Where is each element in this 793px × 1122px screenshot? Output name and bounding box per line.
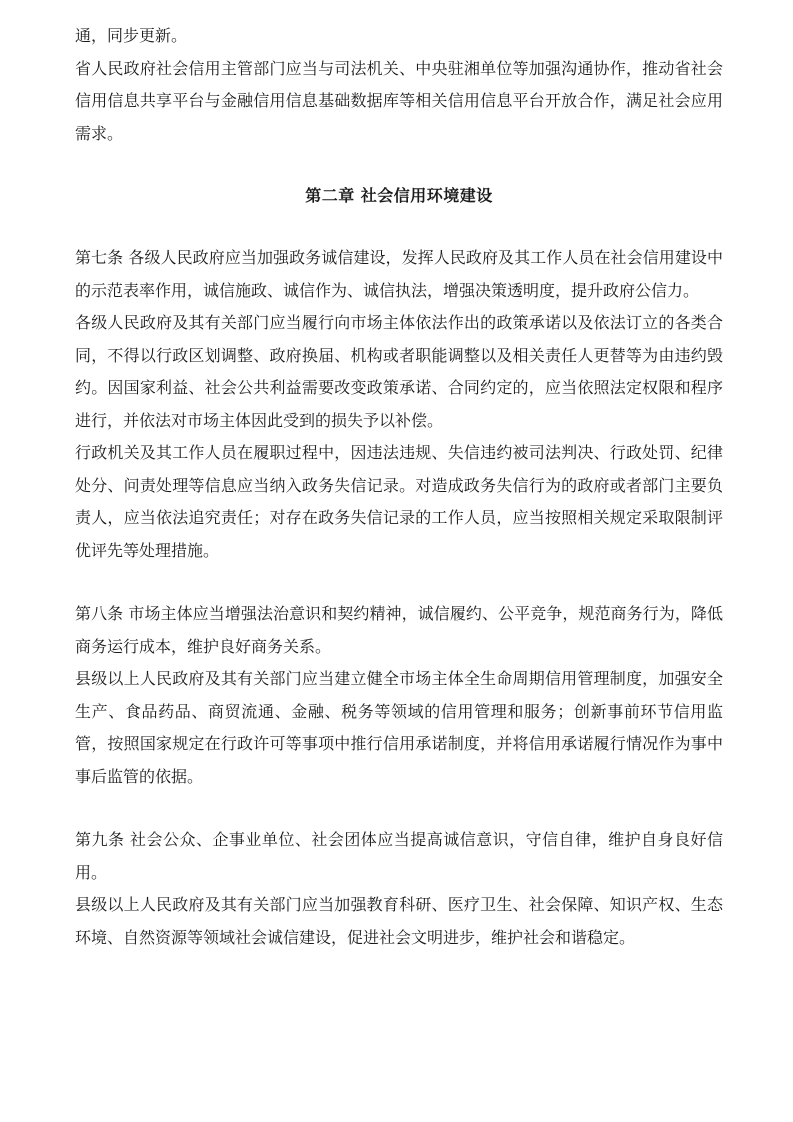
article9-paragraph-1: 第九条 社会公众、企事业单位、社会团体应当提高诚信意识，守信自律，维护自身良好信用。 bbox=[75, 830, 723, 882]
section-gap bbox=[75, 150, 723, 180]
article6-tail-line: 通，同步更新。 bbox=[75, 26, 188, 45]
document-page bbox=[75, 20, 723, 954]
article7-paragraph-1: 第七条 各级人民政府应当加强政务诚信建设，发挥人民政府及其工作人员在社会信用建设中的示范表率作用，诚信施政、诚信作为、诚信执法，增强决策透明度，提升政府公信力。 bbox=[75, 248, 723, 300]
article8-paragraph-1: 第八条 市场主体应当增强法治意识和契约精神，诚信履约、公平竞争，规范商务行为，降低商务运行成本，维护良好商务关系。 bbox=[75, 604, 723, 656]
section-gap bbox=[75, 212, 723, 242]
article6-paragraph-2: 省人民政府社会信用主管部门应当与司法机关、中央驻湘单位等加强沟通协作，推动省社会信用信息共享平台与金融信用信息基础数据库等相关信用信息平台开放合作，满足社会应用需求。 bbox=[75, 58, 723, 143]
article7-paragraph-3: 行政机关及其工作人员在履职过程中，因违法违规、失信违约被司法判决、行政处罚、纪律处分、问责处理等信息应当纳入政务失信记录。对造成政务失信行为的政府或者部门主要负责人，应当依法追究责任；对存在政务失信记录的工作人员，应当按照相关规定采取限制评优评先等处理措施。 bbox=[75, 443, 723, 560]
section-gap bbox=[75, 567, 723, 598]
article7-paragraph-2: 各级人民政府及其有关部门应当履行向市场主体依法作出的政策承诺以及依法订立的各类合同，不得以行政区划调整、政府换届、机构或者职能调整以及相关责任人更替等为由违约毁约。因国家利益、社会公共利益需要改变政策承诺、合同约定的，应当依照法定权限和程序进行，并依法对市场主体因此受到的损失予以补偿。 bbox=[75, 313, 723, 430]
chapter-title: 第二章 社会信用环境建设 bbox=[305, 186, 493, 205]
article9-paragraph-2: 县级以上人民政府及其有关部门应当加强教育科研、医疗卫生、社会保障、知识产权、生态环境、自然资源等领域社会诚信建设，促进社会文明进步，维护社会和谐稳定。 bbox=[75, 895, 723, 947]
section-gap bbox=[75, 793, 723, 824]
article8-paragraph-2: 县级以上人民政府及其有关部门应当建立健全市场主体全生命周期信用管理制度，加强安全生产、食品药品、商贸流通、金融、税务等领域的信用管理和服务；创新事前环节信用监管，按照国家规定在行政许可等事项中推行信用承诺制度，并将信用承诺履行情况作为事中事后监管的依据。 bbox=[75, 669, 723, 786]
